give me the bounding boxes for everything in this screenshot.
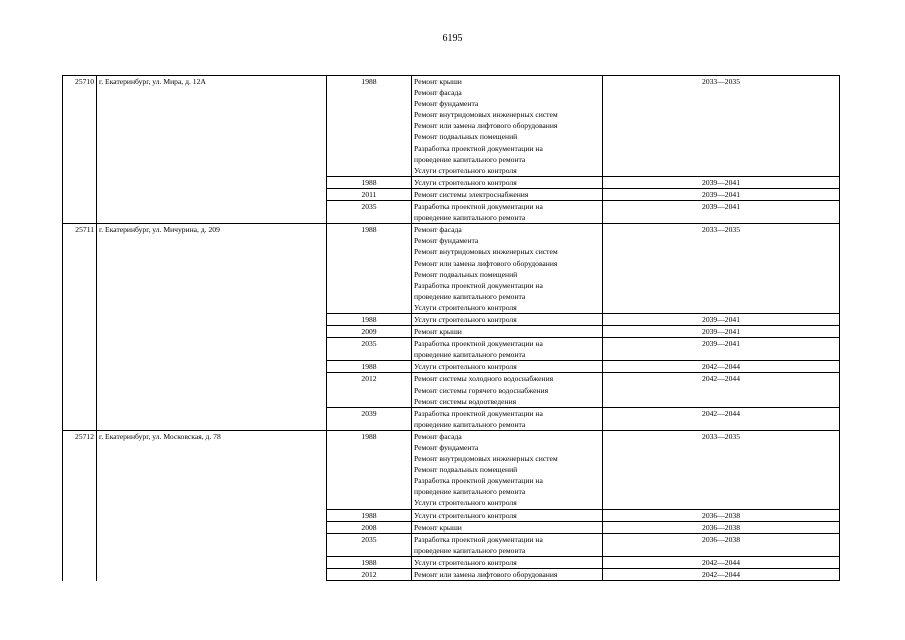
- work-type-item: Разработка проектной документации на: [414, 408, 543, 418]
- construction-year: 1988: [327, 313, 412, 325]
- construction-year: 1988: [327, 224, 412, 314]
- planned-period: 2036—2038: [603, 533, 840, 556]
- work-types: [412, 556, 603, 568]
- work-type-item: Ремонт фундамента: [414, 443, 479, 452]
- work-type-item: Разработка проектной документации на: [414, 202, 543, 212]
- work-type-item: проведение капитального ремонта: [414, 154, 526, 164]
- work-type-item: проведение капитального ремонта: [414, 291, 526, 301]
- work-types: [412, 188, 603, 200]
- construction-year: 1988: [327, 556, 412, 568]
- construction-year: 2035: [327, 201, 412, 224]
- repair-schedule-body: [63, 76, 840, 581]
- planned-period: 2036—2038: [603, 521, 840, 533]
- work-type-item: проведение капитального ремонта: [414, 487, 526, 497]
- work-type-item: Разработка проектной документации на: [414, 143, 543, 153]
- work-type-item: Ремонт фундамента: [414, 236, 479, 246]
- work-type-item: проведение капитального ремонта: [414, 545, 526, 555]
- work-type-item: Ремонт фасада: [414, 88, 462, 98]
- planned-period: 2042—2044: [603, 556, 840, 568]
- building-id: 25712: [63, 430, 97, 580]
- construction-year: 2012: [327, 569, 412, 581]
- work-type-item: Ремонт фасада: [414, 431, 462, 441]
- work-types: [412, 313, 603, 325]
- planned-period: 2039—2041: [603, 188, 840, 200]
- planned-period: 2042—2044: [603, 361, 840, 373]
- work-type-item: Услуги строительного контроля: [414, 302, 517, 312]
- building-id: 25710: [63, 76, 97, 224]
- planned-period: 2033—2035: [603, 430, 840, 509]
- work-type-item: Ремонт фундамента: [414, 99, 479, 109]
- work-type-item: Ремонт крыши: [414, 77, 462, 86]
- planned-period: 2033—2035: [603, 224, 840, 314]
- work-type-item: Ремонт подвальных помещений: [414, 269, 518, 279]
- planned-period: 2042—2044: [603, 373, 840, 407]
- work-type-item: Разработка проектной документации на: [414, 476, 543, 486]
- work-types: [412, 509, 603, 521]
- work-types: [412, 521, 603, 533]
- construction-year: 1988: [327, 430, 412, 509]
- work-types: [412, 224, 603, 314]
- work-type-item: Ремонт или замена лифтового оборудования: [414, 121, 558, 131]
- construction-year: 2039: [327, 407, 412, 430]
- work-type-item: Услуги строительного контроля: [414, 314, 517, 324]
- planned-period: 2039—2041: [603, 313, 840, 325]
- construction-year: 2035: [327, 338, 412, 361]
- work-type-item: Ремонт или замена лифтового оборудования: [414, 570, 558, 580]
- construction-year: 1988: [327, 361, 412, 373]
- work-type-item: Услуги строительного контроля: [414, 498, 517, 508]
- work-type-item: Услуги строительного контроля: [414, 177, 517, 187]
- planned-period: 2039—2041: [603, 201, 840, 224]
- work-types: [412, 201, 603, 224]
- page-number: 6195: [442, 33, 463, 44]
- planned-period: 2039—2041: [603, 338, 840, 361]
- work-types: [412, 176, 603, 188]
- construction-year: 2008: [327, 521, 412, 533]
- building-address: г. Екатеринбург, ул. Мичурина, д. 209: [97, 224, 327, 431]
- work-type-item: Услуги строительного контроля: [414, 510, 517, 520]
- planned-period: 2036—2038: [603, 509, 840, 521]
- construction-year: 2011: [327, 188, 412, 200]
- work-type-item: Ремонт внутридомовых инженерных систем: [414, 454, 558, 464]
- work-type-item: Ремонт крыши: [414, 522, 462, 532]
- building-id: 25711: [63, 224, 97, 431]
- table-row: [63, 224, 840, 314]
- construction-year: 2035: [327, 533, 412, 556]
- construction-year: 2012: [327, 373, 412, 407]
- work-type-item: Ремонт системы горячего водоснабжения: [414, 385, 549, 395]
- work-type-item: проведение капитального ремонта: [414, 213, 526, 223]
- building-address: г. Екатеринбург, ул. Московская, д. 78: [97, 430, 327, 580]
- work-type-item: Ремонт крыши: [414, 327, 462, 337]
- work-types: [412, 326, 603, 338]
- work-types: [412, 569, 603, 581]
- repair-schedule-table: [62, 75, 840, 581]
- work-type-item: Ремонт системы электроснабжения: [414, 189, 529, 199]
- work-type-item: Ремонт системы холодного водоснабжения: [414, 374, 554, 384]
- work-type-item: Услуги строительного контроля: [414, 165, 517, 175]
- work-type-item: проведение капитального ремонта: [414, 419, 526, 429]
- work-type-item: Разработка проектной документации на: [414, 339, 543, 349]
- planned-period: 2033—2035: [603, 76, 840, 177]
- work-types: [412, 373, 603, 407]
- work-type-item: Ремонт системы водоотведения: [414, 396, 517, 406]
- construction-year: 2009: [327, 326, 412, 338]
- construction-year: 1988: [327, 509, 412, 521]
- work-types: [412, 338, 603, 361]
- work-type-item: Ремонт внутридомовых инженерных систем: [414, 110, 558, 120]
- work-types: [412, 76, 603, 177]
- work-types: [412, 407, 603, 430]
- work-type-item: Разработка проектной документации на: [414, 280, 543, 290]
- work-type-item: Ремонт фасада: [414, 225, 462, 235]
- work-type-item: Услуги строительного контроля: [414, 362, 517, 372]
- work-type-item: Ремонт подвальных помещений: [414, 132, 518, 142]
- work-types: [412, 430, 603, 509]
- table-row: [63, 430, 840, 509]
- construction-year: 1988: [327, 176, 412, 188]
- table-row: [63, 76, 840, 177]
- work-type-item: Услуги строительного контроля: [414, 557, 517, 567]
- work-type-item: Ремонт внутридомовых инженерных систем: [414, 247, 558, 257]
- construction-year: 1988: [327, 76, 412, 177]
- work-type-item: Разработка проектной документации на: [414, 534, 543, 544]
- work-types: [412, 533, 603, 556]
- work-type-item: Ремонт подвальных помещений: [414, 465, 518, 475]
- work-types: [412, 361, 603, 373]
- planned-period: 2042—2044: [603, 569, 840, 581]
- work-type-item: проведение капитального ремонта: [414, 350, 526, 360]
- work-type-item: Ремонт или замена лифтового оборудования: [414, 258, 558, 268]
- planned-period: 2039—2041: [603, 326, 840, 338]
- planned-period: 2042—2044: [603, 407, 840, 430]
- building-address: г. Екатеринбург, ул. Мира, д. 12А: [97, 76, 327, 224]
- planned-period: 2039—2041: [603, 176, 840, 188]
